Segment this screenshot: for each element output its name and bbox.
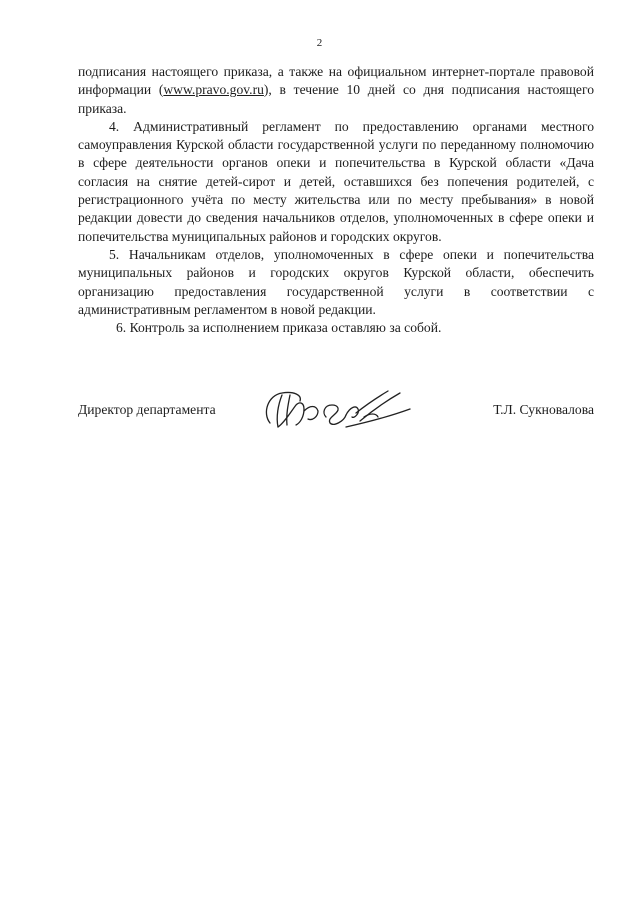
paragraph-continuation-text-start: подписания настоящего приказа, а также на официальном интернет-портале правовой информации ( bbox=[78, 64, 594, 98]
signer-position: Директор департамента bbox=[78, 402, 216, 417]
document-body bbox=[78, 63, 594, 337]
pravo-gov-link[interactable]: www.pravo.gov.ru bbox=[163, 82, 264, 98]
paragraph-4: 4. Административный регламент по предоставлению органами местного самоуправления Курской области государственной услуги по переданному полномочию в сфере деятельности органов опеки и попечительства в Курской области «Дача согласия на снятие детей-сирот и детей, оставшихся без попечения родителей, с регистрационного учёта по месту жительства или по месту пребывания» в новой редакции довести до сведения начальников отделов, уполномоченных в сфере опеки и попечительства муниципальных районов и городских округов. bbox=[78, 118, 594, 244]
paragraph-continuation bbox=[78, 63, 594, 118]
paragraph-5: 5. Начальникам отделов, уполномоченных в сфере опеки и попечительства муниципальных районов и городских округов Курской области, обеспечить организацию предоставления государственной услуги в соответствии с административным регламентом в новой редакции. bbox=[78, 246, 594, 317]
signer-name: Т.Л. Сукновалова bbox=[493, 402, 594, 417]
signature-block bbox=[78, 393, 594, 433]
paragraph-continuation-text-end: ), в течение 10 дней со дня подписания настоящего приказа. bbox=[78, 82, 594, 116]
paragraph-6: 6. Контроль за исполнением приказа оставляю за собой. bbox=[116, 320, 442, 336]
handwritten-signature-icon bbox=[260, 383, 420, 439]
page-number: 2 bbox=[316, 37, 323, 49]
